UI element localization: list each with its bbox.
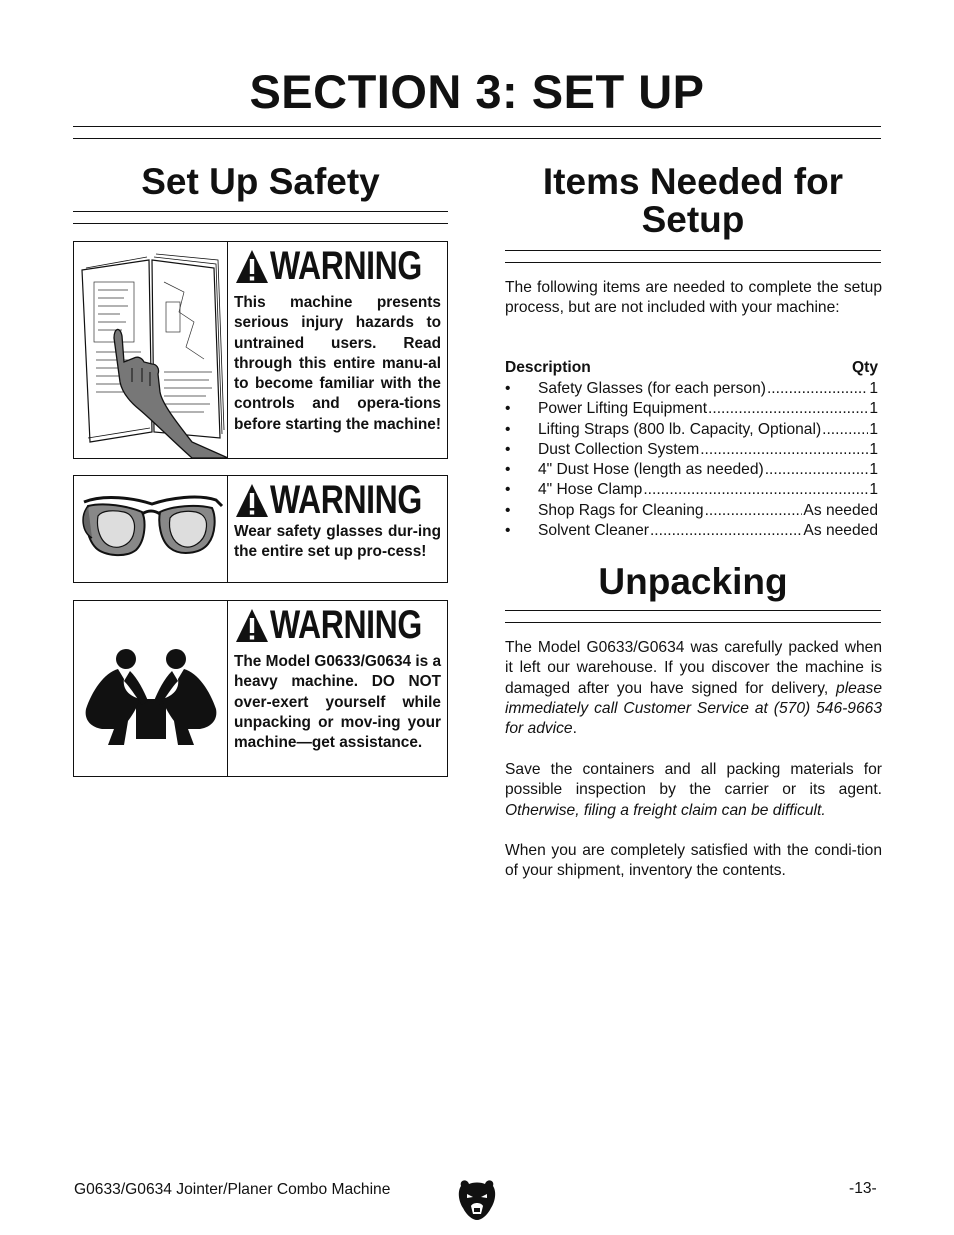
item-name: 4" Dust Hose (length as needed) [538,461,764,479]
warning-word: WARNING [270,244,422,288]
items-needed-heading-line2: Setup [641,199,745,240]
list-item [505,399,878,419]
items-needed-rule [505,250,881,263]
bear-head-logo-icon [457,1178,497,1225]
list-item [505,501,878,521]
leader-dots [767,379,868,399]
bullet: • [505,380,511,397]
items-needed-heading [505,163,881,239]
leader-dots [650,521,802,541]
freight-claim-note: Otherwise, filing a freight claim can be difficult. [505,801,826,819]
set-up-safety-rule [73,211,448,224]
unpacking-rule [505,610,881,623]
bullet: • [505,400,511,418]
list-item [505,480,878,500]
item-qty: 1 [869,440,878,458]
item-name: Power Lifting Equipment [538,400,708,418]
item-name: 4" Hose Clamp [538,481,643,499]
item-name: Shop Rags for Cleaning [538,501,704,519]
unpacking-paragraph-3: When you are completely satisfied with the condi-tion of your shipment, inventory the contents. [505,842,882,880]
unpacking-p1-text: The Model G0633/G0634 was carefully packed when it left our warehouse. If you discover the machine is damaged after you have signed for delivery, [505,639,882,697]
warning-text-glasses: Wear safety glasses dur-ing the entire set up pro-cess! [234,523,441,561]
unpacking-heading: Unpacking [598,561,788,602]
bullet: • [505,420,511,438]
customer-service-note: please immediately call Customer Service at (570) 546-9663 for advice [505,679,882,738]
item-name: Dust Collection System [538,440,700,458]
list-item [505,440,878,460]
items-intro: The following items are needed to complete the setup process, but are not included with your machine: [505,279,882,317]
leader-dots [708,399,868,419]
description-column-header: Description [505,359,591,376]
set-up-safety-heading: Set Up Safety [141,161,380,202]
warning-text-manual: This machine presents serious injury hazards to untrained users. Read through this entire manu-al to become familiar with the controls and opera-tions before starting the machine! [234,294,441,433]
leader-dots [765,460,869,480]
item-qty: 1 [869,481,878,499]
leader-dots [705,501,803,521]
item-qty: 1 [869,461,878,479]
unpacking-p2-text: Save the containers and all packing materials for possible inspection by the carrier or its agent. [505,761,882,799]
qty-column-header: Qty [852,359,878,376]
warning-triangle-icon [234,482,270,520]
manual-reading-icon [74,242,228,458]
list-item [505,521,878,541]
items-needed-heading-line1: Items Needed for [542,161,844,202]
leader-dots [643,480,868,500]
warning-triangle-icon [234,248,270,286]
two-person-lift-icon [74,601,228,776]
item-qty: 1 [869,400,878,418]
warning-header [234,244,441,288]
unpacking-paragraph-2 [505,760,882,821]
unpacking-p1-end: . [572,720,577,738]
item-name: Solvent Cleaner [538,522,649,540]
footer-model: G0633/G0634 Jointer/Planer Combo Machine [74,1181,391,1198]
list-item [505,379,878,399]
warning-word: WARNING [270,478,422,522]
warning-box-manual [73,241,448,459]
list-item [505,460,878,480]
section-title-rule [73,126,881,139]
warning-header [234,478,441,522]
warning-box-lifting [73,600,448,777]
bullet: • [505,440,511,458]
bullet: • [505,481,511,499]
items-table-header [505,359,878,377]
section-title: SECTION 3: SET UP [249,65,705,118]
leader-dots [700,440,868,460]
safety-glasses-icon [74,476,228,582]
item-qty: As needed [803,522,878,540]
item-qty: 1 [869,380,878,397]
bullet: • [505,522,511,540]
leader-dots [822,420,868,440]
warning-box-glasses [73,475,448,583]
warning-text-lifting: The Model G0633/G0634 is a heavy machine. DO NOT over-exert yourself while unpacking or mov-ing your machine—get assistance. [234,653,442,752]
item-qty: As needed [803,501,878,519]
item-qty: 1 [869,420,878,438]
unpacking-paragraph-1 [505,638,882,739]
items-list [505,379,878,541]
footer-page-number: -13- [849,1180,877,1197]
bullet: • [505,461,511,479]
warning-header [234,603,441,647]
item-name: Lifting Straps (800 lb. Capacity, Optional) [538,420,822,438]
item-name: Safety Glasses (for each person) [538,380,766,397]
list-item [505,420,878,440]
warning-word: WARNING [270,603,422,647]
bullet: • [505,501,511,519]
warning-triangle-icon [234,607,270,645]
